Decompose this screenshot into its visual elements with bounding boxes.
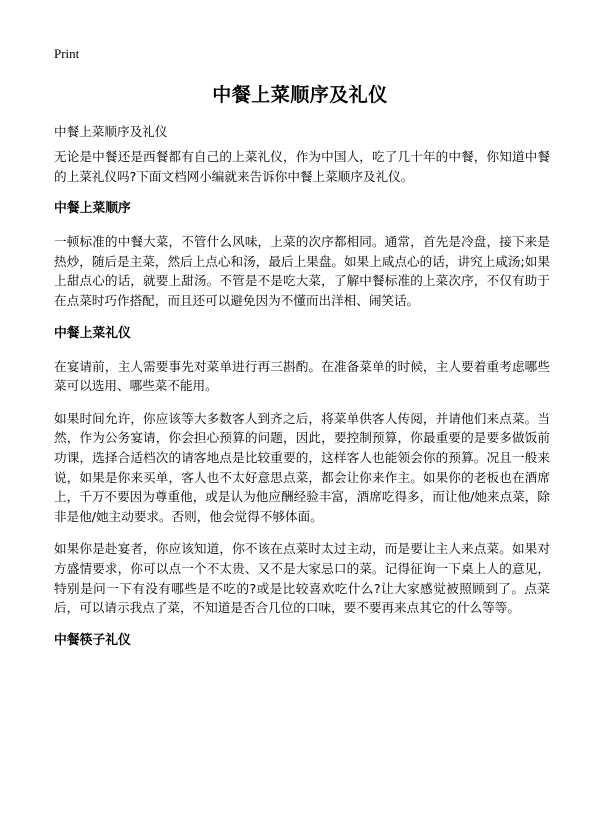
paragraph: 如果时间允许，你应该等大多数客人到齐之后，将菜单供客人传阅，并请他们来点菜。当然，作为公务宴请，你会担心预算的问题，因此，要控制预算，你最重要的是要多做饭前功课，选择合适档次的请客地点是比较重要的，这样客人也能领会你的预算。况且一般来说，如果是你来买单，客人也不太好意思点菜，都会让你来作主。如果你的老板也在酒席上，千万不要因为尊重他，或是认为他应酬经验丰富，酒席吃得多，而让他/她来点菜，除非是他/她主动要求。否则，他会觉得不够体面。: [54, 410, 550, 524]
document-body: [54, 147, 550, 664]
document-subtitle: 中餐上菜顺序及礼仪: [54, 124, 168, 139]
print-link[interactable]: Print: [54, 46, 80, 61]
section-heading-serving-etiquette: 中餐上菜礼仪: [54, 325, 131, 341]
paragraph: 在宴请前，主人需要事先对菜单进行再三斟酌。在准备菜单的时候，主人要着重考虑哪些菜可以选用、哪些菜不能用。: [54, 358, 550, 394]
page-title: 中餐上菜顺序及礼仪: [212, 84, 388, 106]
section-heading-chopstick-etiquette: 中餐筷子礼仪: [54, 632, 131, 648]
paragraph: 如果你是赴宴者，你应该知道，你不该在点菜时太过主动，而是要让主人来点菜。如果对方盛情要求，你可以点一个不太贵、又不是大家忌口的菜。记得征询一下桌上人的意见，特别是问一下有没有哪些是不吃的?或是比较喜欢吃什么?让大家感觉被照顾到了。点菜后，可以请示我点了菜，不知道是否合几位的口味，要不要再来点其它的什么等等。: [54, 541, 550, 616]
intro-paragraph: 无论是中餐还是西餐都有自己的上菜礼仪，作为中国人，吃了几十年的中餐，你知道中餐的上菜礼仪吗?下面文档网小编就来告诉你中餐上菜顺序及礼仪。: [54, 149, 550, 184]
paragraph: 一顿标准的中餐大菜，不管什么风味，上菜的次序都相同。通常，首先是冷盘，接下来是热炒，随后是主菜，然后上点心和汤，最后上果盘。如果上咸点心的话，讲究上咸汤;如果上甜点心的话，就要上甜汤。不管是不是吃大菜，了解中餐标准的上菜次序，不仅有助于在点菜时巧作搭配，而且还可以避免因为不懂而出洋相、闹笑话。: [54, 234, 550, 308]
section-heading-serving-order: 中餐上菜顺序: [54, 201, 131, 217]
